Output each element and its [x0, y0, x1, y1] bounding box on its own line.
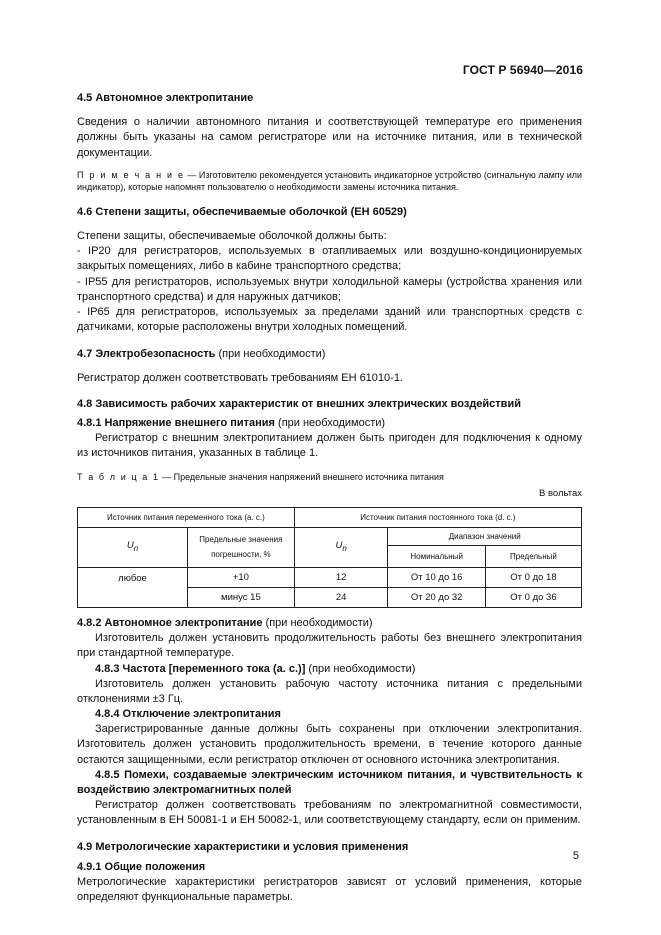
- section-4-7-text: Регистратор должен соответствовать требованиям ЕН 61010-1.: [77, 371, 403, 384]
- section-4-5-title: 4.5 Автономное электропитание: [77, 92, 254, 104]
- section-4-6-item: - IP20 для регистраторов, используемых в отапливаемых или воздушно-кондиционируемых закрытых помещениях, либо в кабине транспортного средства;: [77, 245, 582, 273]
- cell-error-minus: минус 15: [188, 587, 295, 607]
- page-number: 5: [572, 850, 579, 862]
- cell-nominal-12: От 10 до 16: [388, 567, 485, 587]
- cell-ac-value: любое: [78, 567, 188, 607]
- section-4-8-1-title: [77, 416, 582, 431]
- header-error-limits: Предельные значения погрешности, %: [188, 527, 295, 567]
- section-4-7-title: [77, 347, 582, 362]
- table-row: [78, 567, 582, 587]
- section-4-6-item: - IP65 для регистраторов, используемых за пределами зданий или транспортных средств с датчиками, которые расположены внутри холодных помещений.: [77, 306, 582, 334]
- header-nominal: Номинальный: [388, 545, 485, 567]
- table-caption-label: Т а б л и ц а 1: [77, 471, 160, 482]
- section-4-8-5-text: Регистратор должен соответствовать требованиям по электромагнитной совместимости, установленным в ЕН 50081-1 и ЕН 50082-1, или соответствующему стандарту, если он применим.: [77, 799, 582, 827]
- section-4-8-2-title-rest: (при необходимости): [262, 616, 373, 629]
- page-content: [77, 91, 582, 905]
- section-4-8-4-title: 4.8.4 Отключение электропитания: [95, 708, 281, 721]
- table-caption-text: — Предельные значения напряжений внешнего источника питания: [159, 471, 444, 482]
- header-range: Диапазон значений: [388, 527, 582, 545]
- header-limit: Предельный: [485, 545, 581, 567]
- section-4-9-1-text: Метрологические характеристики регистраторов зависят от условий применения, которые определяют функциональные параметры.: [77, 875, 582, 903]
- cell-error-plus: +10: [188, 567, 295, 587]
- section-4-5-text: Сведения о наличии автономного питания и соответствующей температуре его применения должны быть указаны на самом регистраторе или на источнике питания, или в технической документации.: [77, 116, 582, 159]
- un-symbol: U: [126, 540, 134, 552]
- section-4-8-5-title: 4.8.5 Помехи, создаваемые электрическим источником питания, и чувствительность к воздействию электромагнитных полей: [77, 769, 582, 797]
- header-un-dc: [294, 527, 388, 567]
- note-label: П р и м е ч а н и е: [77, 169, 185, 180]
- section-4-7-title-bold: 4.7 Электробезопасность: [77, 347, 216, 360]
- section-4-6-item: - IP55 для регистраторов, используемых внутри холодильной камеры (устройства хранения или транспортного средства) и для наружных датчиков;: [77, 275, 582, 303]
- section-4-9-title: 4.9 Метрологические характеристики и условия применения: [77, 840, 409, 853]
- section-4-7-title-rest: (при необходимости): [215, 347, 326, 360]
- section-4-9-1-title: 4.9.1 Общие положения: [77, 860, 206, 873]
- section-4-8-3-text: Изготовитель должен установить рабочую частоту источника питания с предельными отклонениями ±3 Гц.: [77, 677, 582, 705]
- section-4-8-1-text: Регистратор с внешним электропитанием должен быть пригоден для подключения к одному из источников питания, указанных в таблице 1.: [77, 432, 582, 460]
- section-4-6-title: 4.6 Степени защиты, обеспечиваемые оболочкой (ЕН 60529): [77, 205, 407, 218]
- header-un-ac: [78, 527, 188, 567]
- cell-limit-24: От 0 до 36: [485, 587, 581, 607]
- section-4-8-1-title-bold: 4.8.1 Напряжение внешнего питания: [77, 417, 275, 430]
- section-4-8-2-text: Изготовитель должен установить продолжительность работы без внешнего электропитания при стандартной температуре.: [77, 631, 582, 660]
- note-text: — Изготовителю рекомендуется установить индикаторное устройство (сигнальную лампу или индикатор), которые напомнят пользователю о необходимости замены источника питания.: [77, 169, 583, 193]
- note-4-5: [77, 169, 582, 194]
- section-4-8-3-title-rest: (при необходимости): [305, 662, 416, 675]
- un-subscript: n: [133, 544, 139, 554]
- header-ac-source: Источник питания переменного тока (а. с.): [78, 507, 295, 527]
- table-unit: В вольтах: [538, 487, 582, 499]
- header-dc-source: Источник питания постоянного тока (d. с.): [294, 507, 581, 527]
- standard-header: ГОСТ Р 56940—2016: [462, 63, 583, 77]
- section-4-6-intro: Степени защиты, обеспечиваемые оболочкой должны быть:: [77, 229, 387, 242]
- section-4-8-3-title: [77, 662, 582, 677]
- cell-dc-24: 24: [294, 587, 388, 607]
- section-4-8-2-title: [77, 616, 582, 631]
- section-4-8-title: 4.8 Зависимость рабочих характеристик от внешних электрических воздействий: [77, 398, 521, 411]
- cell-nominal-24: От 20 до 32: [388, 587, 485, 607]
- section-4-8-2-title-bold: 4.8.2 Автономное электропитание: [77, 616, 263, 629]
- un-symbol: U: [335, 540, 343, 552]
- section-4-8-3-title-bold: 4.8.3 Частота [переменного тока (а. с.)]: [95, 662, 306, 675]
- section-4-8-1-title-rest: (при необходимости): [274, 417, 386, 430]
- section-4-8-4-text: Зарегистрированные данные должны быть сохранены при отключении электропитания. Изготовитель должен установить продолжительность времени, в течение которого данные остаются защищенными, если регистратор отключен от основного источника электропитания.: [77, 723, 582, 766]
- cell-limit-12: От 0 до 18: [485, 567, 581, 587]
- cell-dc-12: 12: [294, 567, 388, 587]
- voltage-table: [77, 507, 582, 608]
- table-caption: [77, 471, 582, 483]
- un-subscript: n: [342, 544, 347, 554]
